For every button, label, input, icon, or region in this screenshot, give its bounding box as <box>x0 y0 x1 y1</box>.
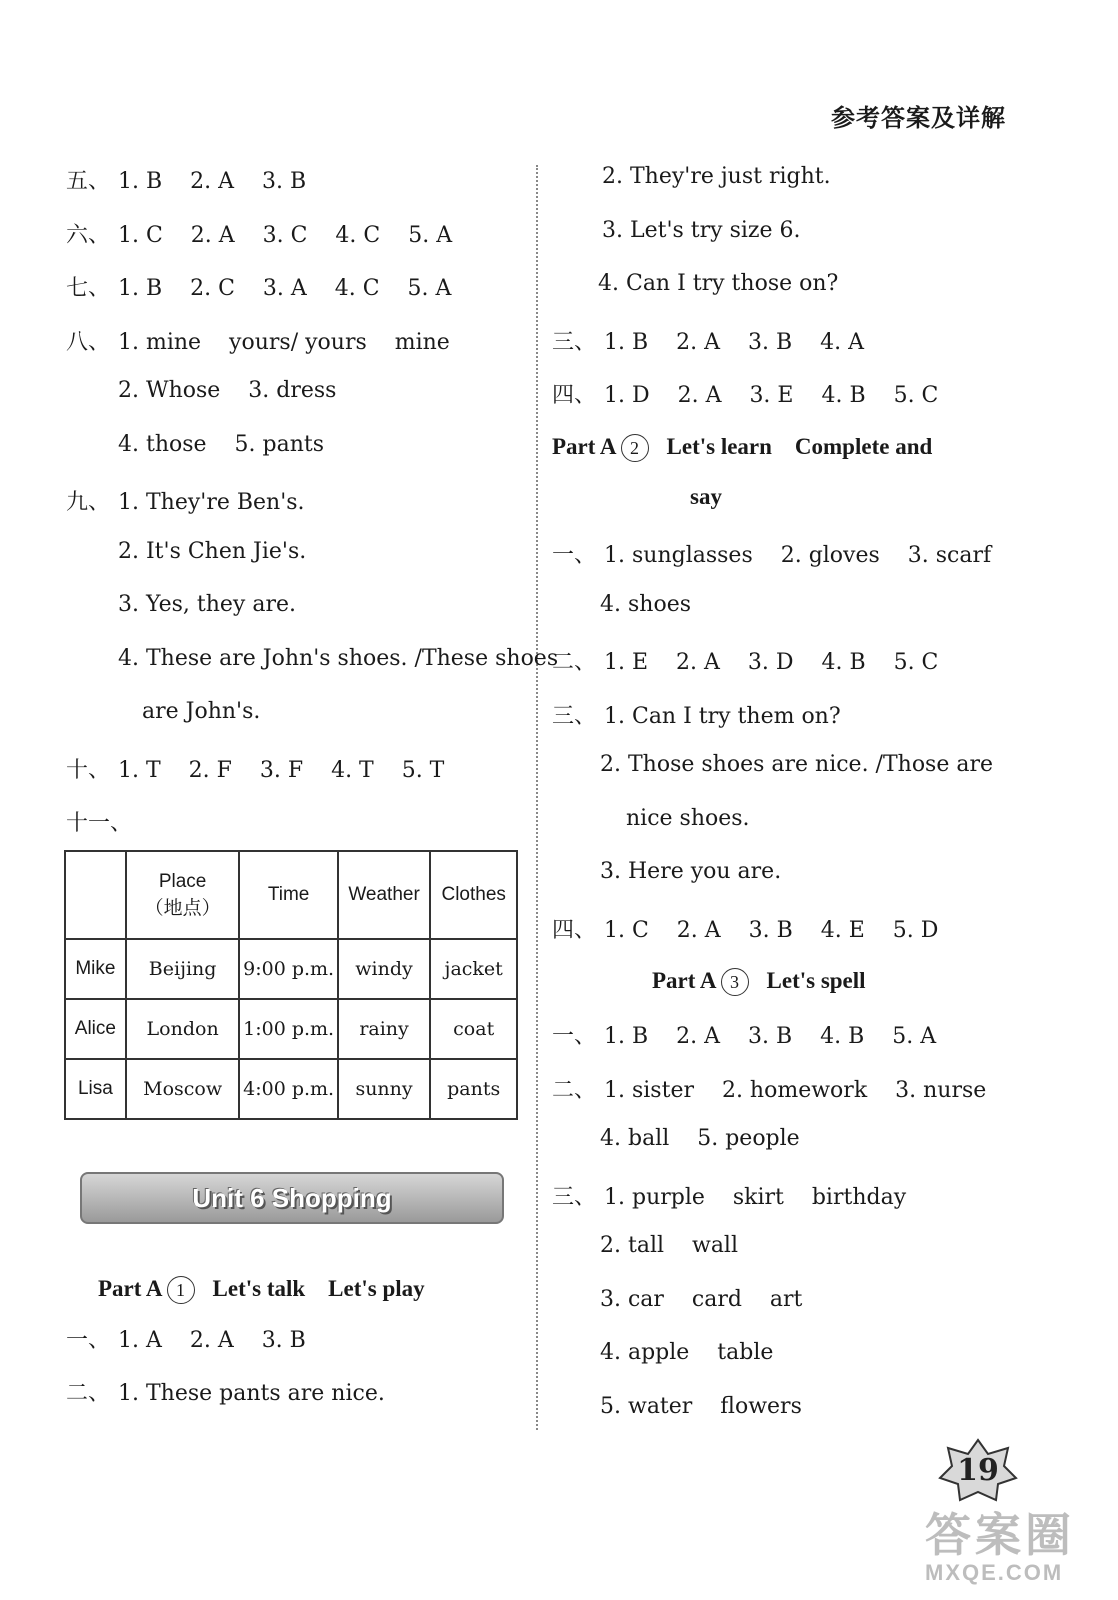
answer-line <box>552 1073 986 1104</box>
column-divider <box>536 165 538 1430</box>
answer-line <box>66 1323 306 1354</box>
part-number: 2 <box>621 434 649 462</box>
answer-text: 2. Those shoes are nice. /Those are <box>600 752 994 777</box>
table-cell: windy <box>338 939 431 999</box>
answer-line <box>552 645 938 676</box>
answer-line <box>600 859 781 884</box>
answer-line <box>552 699 841 730</box>
answer-text: 1. B 2. A 3. B 4. A <box>604 329 864 355</box>
answer-line <box>602 218 800 243</box>
answer-text: 2. It's Chen Jie's. <box>118 538 307 564</box>
answer-text: 4. ball 5. people <box>600 1126 800 1151</box>
question-number: 六、 <box>66 222 111 248</box>
answer-text: 1. mine yours/ yours mine <box>118 329 450 355</box>
answer-text: 3. car card art <box>600 1286 803 1312</box>
table-cell: London <box>126 999 240 1059</box>
answer-line <box>66 806 136 837</box>
answer-text: 1. purple skirt birthday <box>604 1184 907 1210</box>
answer-line <box>602 164 831 189</box>
table-header-cell <box>65 851 126 939</box>
part-title: Let's spell <box>766 968 866 993</box>
answer-line <box>552 1180 906 1211</box>
question-number: 十、 <box>66 757 111 783</box>
page-number-badge <box>938 1438 1018 1502</box>
answer-line <box>600 1394 802 1419</box>
answer-text: 1. These pants are nice. <box>118 1381 385 1406</box>
table-cell: Lisa <box>65 1059 126 1119</box>
part-title-continued: say <box>690 484 722 509</box>
answer-line <box>600 1287 802 1312</box>
table-cell: 1:00 p.m. <box>239 999 337 1059</box>
answer-text: 1. They're Ben's. <box>118 490 305 515</box>
answer-line <box>142 699 260 724</box>
answer-text: 1. C 2. A 3. B 4. E 5. D <box>604 917 939 943</box>
question-number: 七、 <box>66 276 111 301</box>
part-number: 3 <box>721 968 749 996</box>
answer-line <box>66 753 444 784</box>
question-number: 四、 <box>552 383 597 408</box>
part-label: Part A <box>98 1276 163 1301</box>
table-row <box>65 1059 517 1119</box>
answer-text: 2. They're just right. <box>602 164 831 189</box>
answer-text: nice shoes. <box>626 805 750 831</box>
table-header-cell: Time <box>239 851 337 939</box>
question-number: 八、 <box>66 329 111 355</box>
answer-line <box>598 271 838 296</box>
answer-text: 4. those 5. pants <box>118 431 325 457</box>
answer-line <box>118 592 296 617</box>
answer-text: 1. C 2. A 3. C 4. C 5. A <box>118 222 453 248</box>
answer-text: 3. Here you are. <box>600 859 782 884</box>
answer-text: are John's. <box>142 699 261 724</box>
part-heading <box>98 1276 425 1304</box>
unit-banner: Unit 6 Shopping <box>80 1172 504 1224</box>
answer-line <box>552 378 938 409</box>
answer-line <box>552 325 864 356</box>
answer-text: 1. A 2. A 3. B <box>118 1328 306 1353</box>
question-number: 二、 <box>66 1381 111 1406</box>
page-header-title: 参考答案及详解 <box>831 103 1006 132</box>
table-cell: rainy <box>338 999 431 1059</box>
answer-line <box>66 485 305 516</box>
answer-text: 1. D 2. A 3. E 4. B 5. C <box>604 383 939 408</box>
answer-text: 4. apple table <box>600 1340 774 1365</box>
answer-line <box>66 218 452 249</box>
table-cell: 4:00 p.m. <box>239 1059 337 1119</box>
table-cell: Beijing <box>126 939 240 999</box>
question-number: 四、 <box>552 917 597 943</box>
part-label: Part A <box>552 434 617 459</box>
watermark-logo-text: 答案圈 <box>925 1509 1075 1561</box>
answer-text: 4. Can I try those on? <box>598 271 839 296</box>
question-number: 一、 <box>66 1328 111 1353</box>
answer-line <box>600 752 993 777</box>
answer-line <box>66 1376 385 1407</box>
question-number: 一、 <box>552 543 597 568</box>
answer-text: 2. Whose 3. dress <box>118 378 337 403</box>
page-number: 19 <box>957 1452 999 1488</box>
part-number: 1 <box>167 1276 195 1304</box>
question-number: 一、 <box>552 1024 597 1049</box>
table-row <box>65 999 517 1059</box>
answer-text: 1. Can I try them on? <box>604 703 841 729</box>
part-heading <box>652 968 866 996</box>
answer-line <box>552 538 991 569</box>
answer-text: 4. shoes <box>600 591 691 617</box>
answer-line <box>66 325 450 356</box>
table-cell: sunny <box>338 1059 431 1119</box>
question-number: 二、 <box>552 1077 597 1103</box>
part-heading <box>552 434 932 462</box>
answer-line <box>626 806 750 831</box>
answer-text: 1. sister 2. homework 3. nurse <box>604 1077 987 1103</box>
watermark-url: MXQE.COM <box>925 1560 1064 1585</box>
table-cell: jacket <box>430 939 517 999</box>
answer-text: 5. water flowers <box>600 1393 802 1419</box>
answer-line <box>66 271 451 302</box>
answer-line <box>600 1126 800 1151</box>
table-cell: 9:00 p.m. <box>239 939 337 999</box>
answer-line <box>600 1340 773 1365</box>
answer-line <box>66 164 306 195</box>
answer-line <box>118 646 558 671</box>
table-cell: Moscow <box>126 1059 240 1119</box>
answer-line <box>118 432 324 457</box>
answer-table <box>64 850 518 1120</box>
table-cell: coat <box>430 999 517 1059</box>
answer-text: 1. sunglasses 2. gloves 3. scarf <box>604 543 992 568</box>
question-number: 九、 <box>66 490 111 515</box>
answer-text: 1. E 2. A 3. D 4. B 5. C <box>604 650 939 675</box>
question-number: 三、 <box>552 703 597 729</box>
answer-line <box>600 592 691 617</box>
question-number: 三、 <box>552 1184 597 1210</box>
question-number: 二、 <box>552 650 597 675</box>
answer-line <box>600 1233 738 1258</box>
question-number: 十一、 <box>66 811 133 836</box>
answer-text: 2. tall wall <box>600 1233 739 1258</box>
answer-text: 1. B 2. A 3. B 4. B 5. A <box>604 1024 937 1049</box>
part-title: Let's learn Complete and <box>666 434 933 459</box>
table-header-cell: Place （地点） <box>126 851 240 939</box>
answer-line <box>552 1019 936 1050</box>
table-cell: Alice <box>65 999 126 1059</box>
table-cell: Mike <box>65 939 126 999</box>
answer-text: 3. Let's try size 6. <box>602 217 801 243</box>
answer-line <box>552 913 938 944</box>
answer-text: 1. B 2. A 3. B <box>118 169 307 194</box>
answer-text: 1. T 2. F 3. F 4. T 5. T <box>118 757 445 783</box>
question-number: 三、 <box>552 329 597 355</box>
table-row <box>65 939 517 999</box>
answer-text: 3. Yes, they are. <box>118 592 296 617</box>
answer-line <box>118 539 306 564</box>
part-title: Let's talk Let's play <box>212 1276 425 1301</box>
table-cell: pants <box>430 1059 517 1119</box>
table-header-cell: Weather <box>338 851 431 939</box>
part-label: Part A <box>652 968 717 993</box>
answer-text: 4. These are John's shoes. /These shoes <box>118 645 559 671</box>
table-header-cell: Clothes <box>430 851 517 939</box>
watermark <box>925 1510 1095 1592</box>
answer-text: 1. B 2. C 3. A 4. C 5. A <box>118 276 452 301</box>
question-number: 五、 <box>66 169 111 194</box>
answer-line <box>118 378 336 403</box>
